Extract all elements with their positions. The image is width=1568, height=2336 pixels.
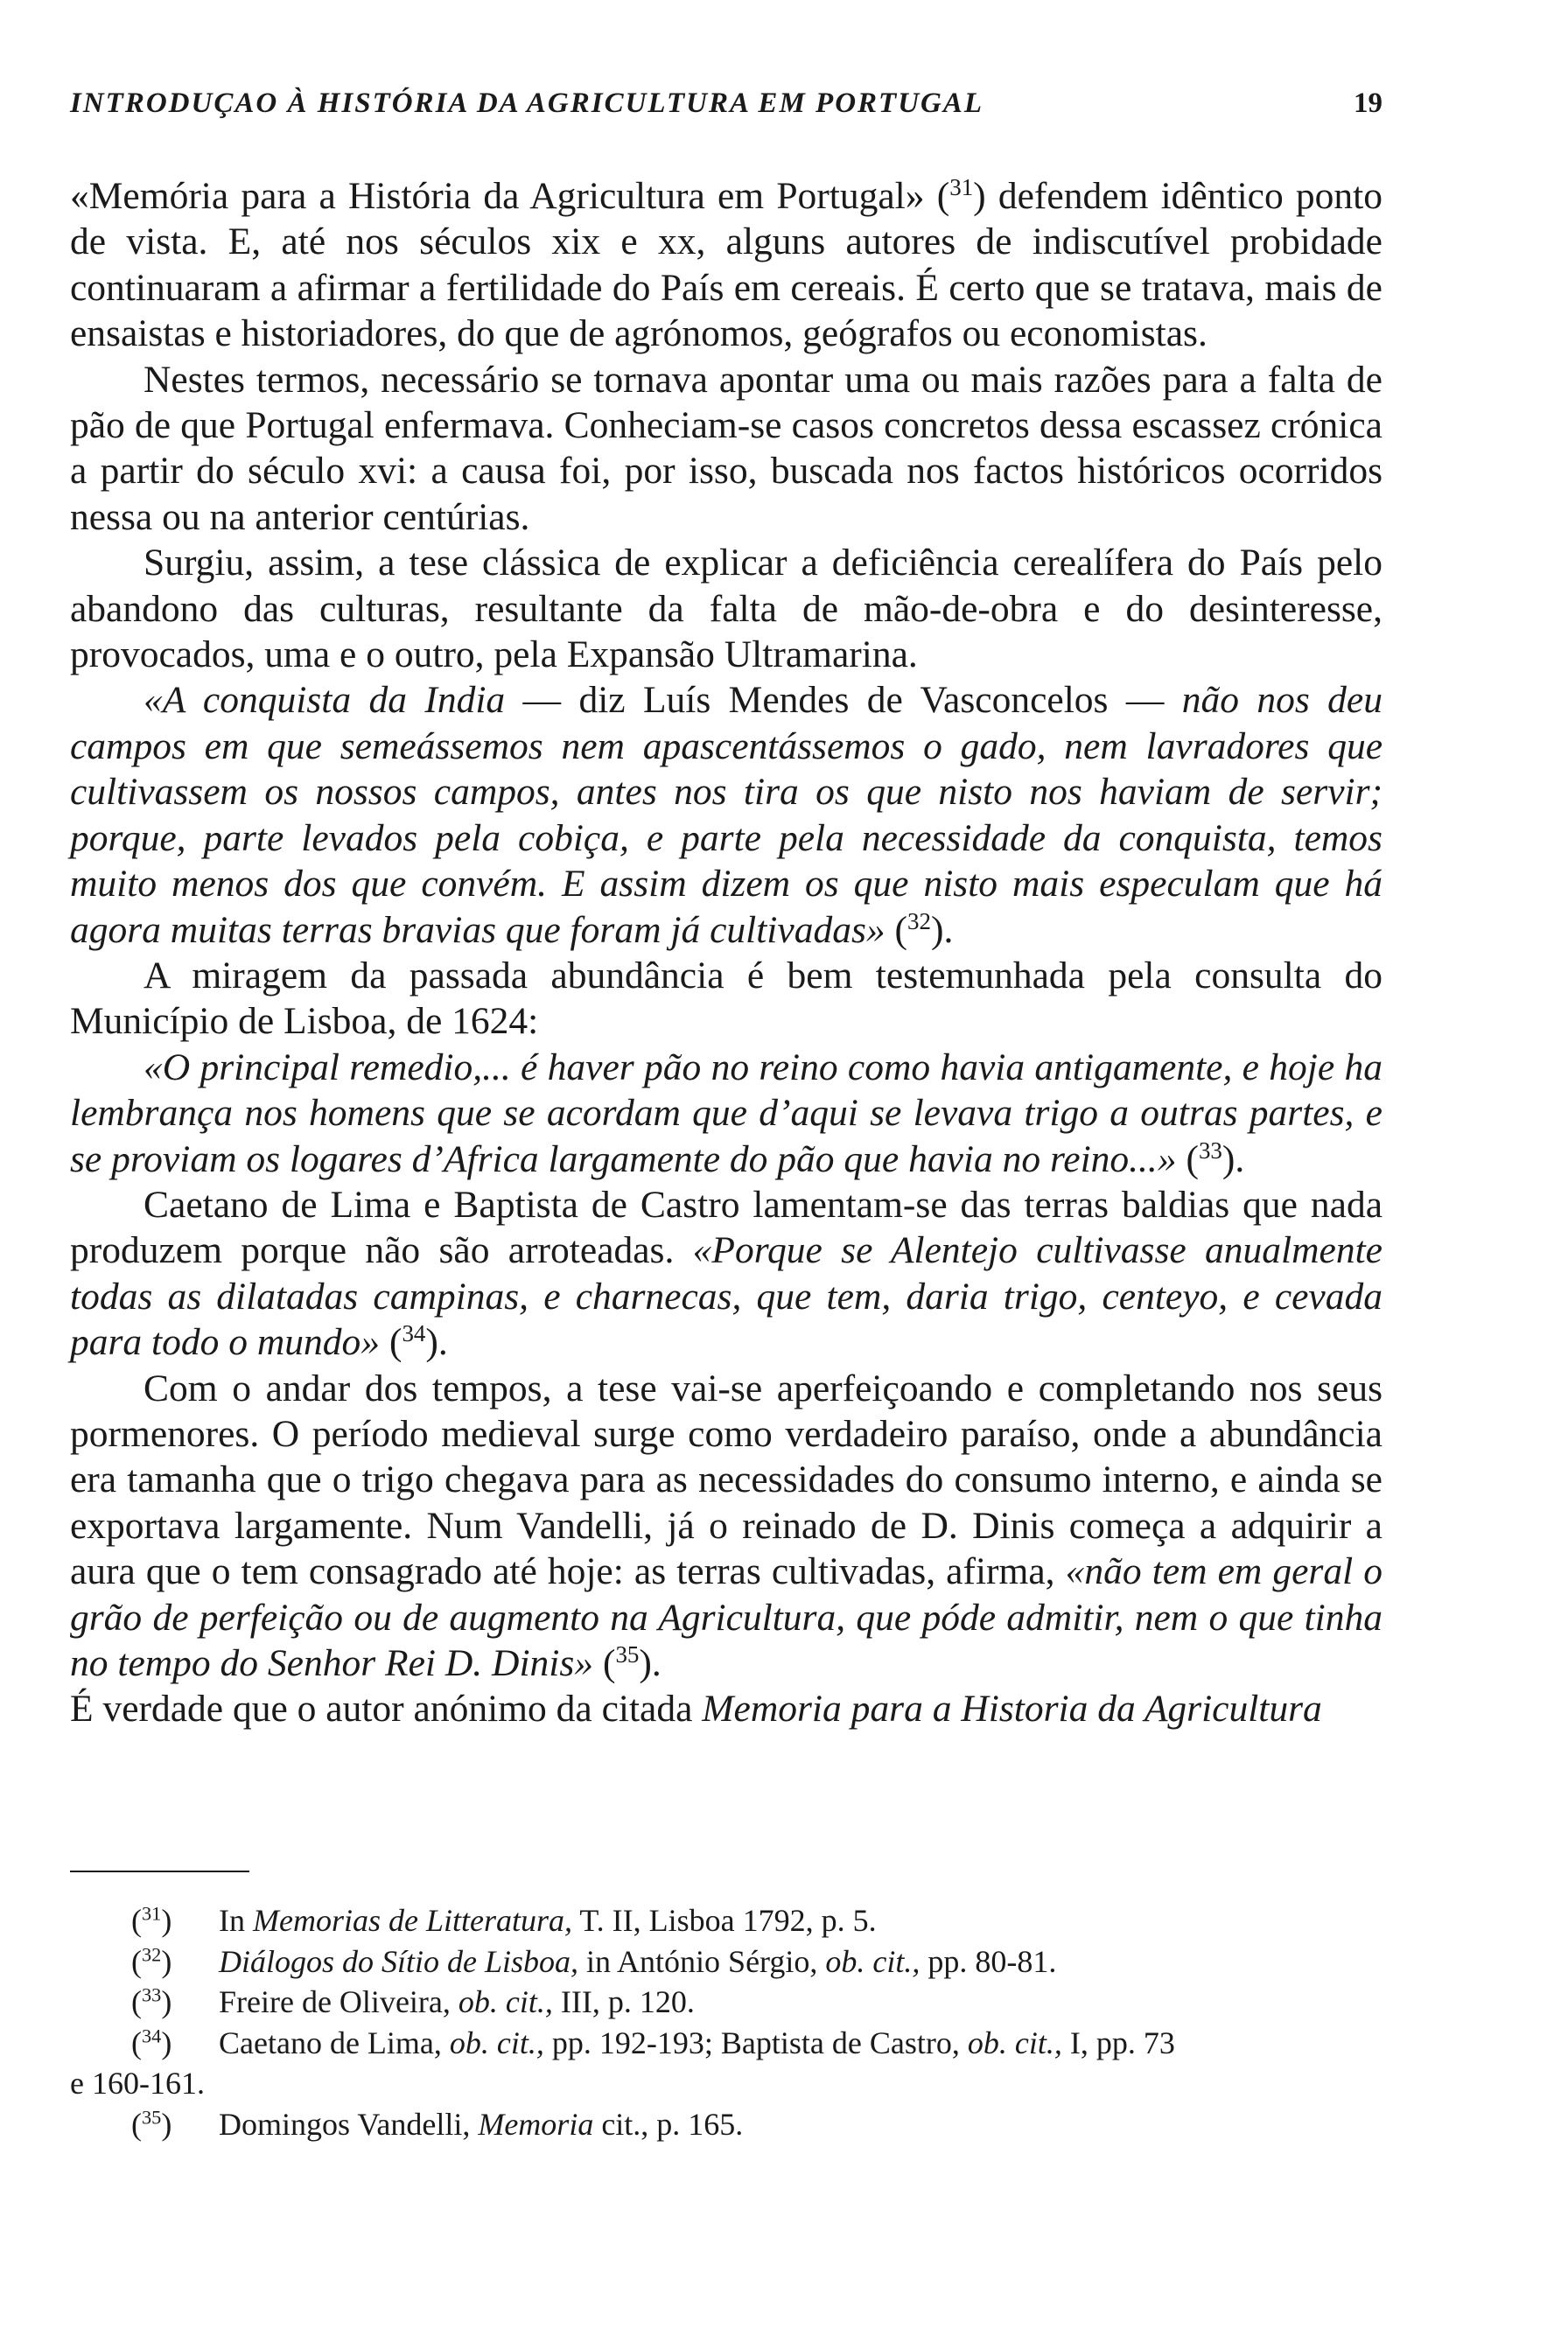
footnote-continuation: e 160-161. <box>70 2066 205 2101</box>
footnote-ref: 35 <box>615 1641 640 1668</box>
footnote <box>70 1982 1382 2023</box>
quotation: «não tem em geral o grão de perfeição ou de augmento na Agricultura, que póde admitir, nem o que tinha no tempo do Senhor Rei D. Dinis» <box>70 1550 1383 1684</box>
footnote-text: Diálogos do Sítio de Lisboa, in António Sérgio, ob. cit., pp. 80-81. <box>219 1943 1057 1979</box>
page-header <box>70 87 1382 140</box>
footnote-text: Domingos Vandelli, Memoria cit., p. 165. <box>219 2106 744 2142</box>
paragraph-8: Com o andar dos tempos, a tese vai-se aperfeiçoando e completando nos seus pormenores. O período medieval surge como verdadeiro paraíso, onde a abundância era tamanha que o trigo chegava para as necessidades do consumo interno, e ainda se exportava largamente. Num Vandelli, já o reinado de D. Dinis começa a adquirir a aura que o tem consagrado até hoje: as terras cultivadas, afirma, «não tem em geral o grão de perfeição ou de augmento na Agricultura, que póde admitir, nem o que tinha no tempo do Senhor Rei D. Dinis» ($^{35}$). <box>70 1367 1383 1684</box>
footnote <box>70 2023 1382 2064</box>
body-text <box>70 173 1382 1732</box>
paragraph-9: É verdade que o autor anónimo da citada Memoria para a Historia da Agricultura <box>70 1688 1322 1731</box>
page-number: 19 <box>1354 87 1382 119</box>
paragraph-7: Caetano de Lima e Baptista de Castro lamentam-se das terras baldias que nada produzem porque não são arroteadas. «Porque se Alentejo cultivasse anualmente todas as dilatadas campinas, e charnecas, que tem, daria trigo, centeyo, e cevada para todo o mundo» ($^{34}$). <box>70 1183 1382 1364</box>
footnote-number: ($^{33}$) <box>131 1983 172 2019</box>
footnote-ref: 33 <box>1198 1137 1222 1164</box>
footnote-ref: 34 <box>402 1320 426 1347</box>
quotation: não nos deu campos em que semeássemos nem apascentássemos o gado, nem lavradores que cultivassem os nossos campos, antes nos tira os que nisto nos haviam de servir; porque, parte levados pela cobiça, e parte pela necessidade da conquista, temos muito menos dos que convém. E assim dizem os que nisto mais especulam que há agora muitas terras bravias que foram já cultivadas» <box>70 679 1382 951</box>
footnote-divider <box>70 1871 249 1872</box>
running-title: INTRODUÇAO À HISTÓRIA DA AGRICULTURA EM PORTUGAL <box>70 87 984 119</box>
footnote-ref: 32 <box>907 907 931 934</box>
footnote-text: In Memorias de Litteratura, T. II, Lisboa 1792, p. 5. <box>219 1903 877 1938</box>
quotation: «A conquista da India <box>144 679 506 722</box>
footnote-number: ($^{31}$) <box>131 1902 172 1938</box>
footnotes <box>70 1900 1382 2144</box>
paragraph-1: «Memória para a História da Agricultura em Portugal» ($^{31}$) defendem idêntico ponto de vista. E, até nos séculos xix e xx, alguns autores de indiscutível probidade continuaram a afirmar a fertilidade do País em cereais. É certo que se tratava, mais de ensaistas e historiadores, do que de agrónomos, geógrafos ou economistas. <box>70 174 1383 355</box>
footnote-number: ($^{34}$) <box>131 2025 172 2060</box>
quotation: «Porque se Alentejo cultivasse anualmente todas as dilatadas campinas, e charnecas, que tem, daria trigo, centeyo, e cevada para todo o mundo» <box>70 1229 1382 1364</box>
footnote-number: ($^{32}$) <box>131 1943 172 1979</box>
footnote-ref: 31 <box>949 174 974 201</box>
quotation: «O principal remedio,... é haver pão no reino como havia antigamente, e hoje ha lembrança nos homens que se acordam que d’aqui se levava trigo a outras partes, e se proviam os logares d’Africa largamente do pão que havia no reino...» <box>70 1046 1382 1180</box>
paragraph-5: A miragem da passada abundância é bem testemunhada pela consulta do Município de Lisboa, de 1624: <box>70 954 1382 1043</box>
paragraph-4: «A conquista da India — diz Luís Mendes de Vasconcelos — não nos deu campos em que semeássemos nem apascentássemos o gado, nem lavradores que cultivassem os nossos campos, antes nos tira os que nisto nos haviam de servir; porque, parte levados pela cobiça, e parte pela necessidade da conquista, temos muito menos dos que convém. E assim dizem os que nisto mais especulam que há agora muitas terras bravias que foram já cultivadas» ($^{32}$). <box>70 679 1382 951</box>
footnote <box>70 1941 1382 1983</box>
book-title: Memoria para a Historia da Agricultura <box>702 1688 1322 1731</box>
footnote-number: ($^{35}$) <box>131 2106 172 2142</box>
paragraph-2: Nestes termos, necessário se tornava apontar uma ou mais razões para a falta de pão de que Portugal enfermava. Conheciam-se casos concretos dessa escassez crónica a partir do século xvi: a causa foi, por isso, buscada nos factos históricos ocorridos nessa ou na anterior centúrias. <box>70 358 1382 538</box>
footnote <box>70 2104 1382 2145</box>
book-page <box>70 87 1383 2142</box>
paragraph-6: «O principal remedio,... é haver pão no reino como havia antigamente, e hoje ha lembrança nos homens que se acordam que d’aqui se levava trigo a outras partes, e se proviam os logares d’Africa largamente do pão que havia no reino...» ($^{33}$). <box>70 1046 1382 1180</box>
paragraph-3: Surgiu, assim, a tese clássica de explicar a deficiência cerealífera do País pelo abandono das culturas, resultante da falta de mão-de-obra e do desinteresse, provocados, uma e o outro, pela Expansão Ultramarina. <box>70 542 1382 676</box>
footnote <box>70 1900 1382 1941</box>
footnote-text: Caetano de Lima, ob. cit., pp. 192-193; Baptista de Castro, ob. cit., I, pp. 73 <box>219 2025 1175 2060</box>
footnote-text: Freire de Oliveira, ob. cit., III, p. 120. <box>219 1984 695 2019</box>
